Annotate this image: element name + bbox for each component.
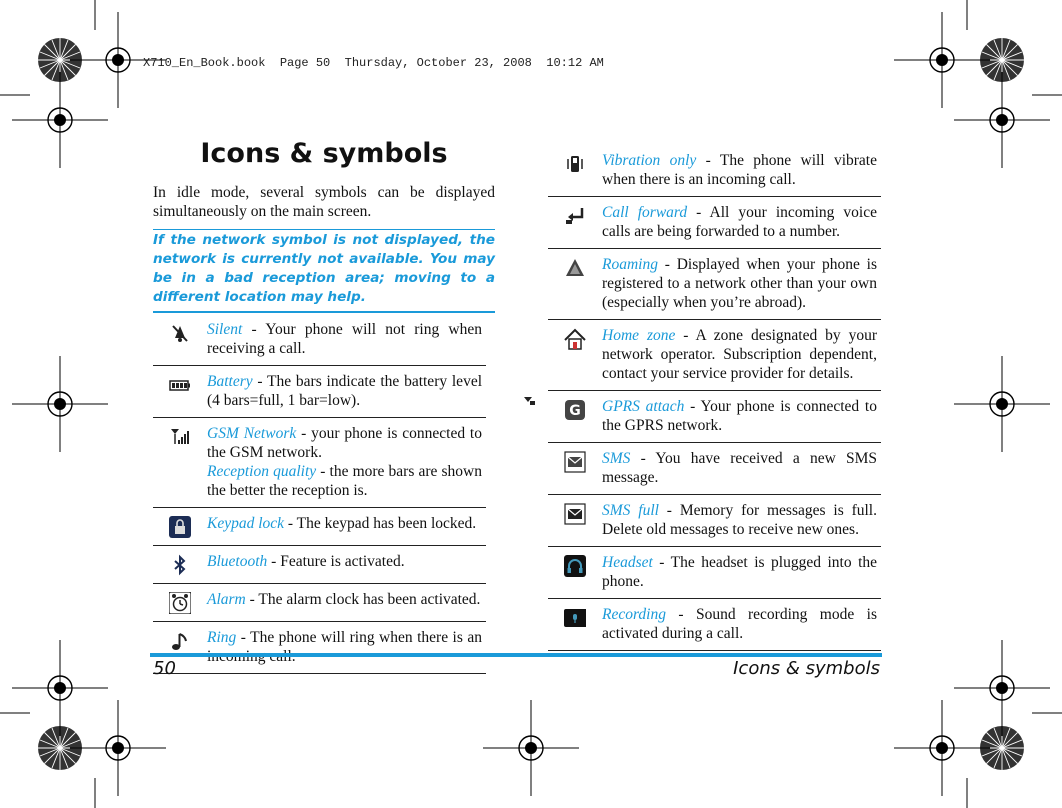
item-text: - The keypad has been locked. [284, 515, 477, 532]
item-text: - The alarm clock has been activated. [245, 591, 481, 608]
item-text: - All your incoming voice calls are being forwarded to a number. [602, 204, 878, 240]
list-item [548, 197, 881, 249]
item-term: Keypad lock [207, 515, 285, 532]
item-term: Silent [207, 321, 243, 338]
item-text: - The headset is plugged into the phone. [602, 554, 877, 590]
list-item [153, 314, 486, 366]
item-term: Call forward [602, 204, 688, 221]
crosshair-mark-icon [894, 12, 990, 108]
item-term: Headset [602, 554, 653, 571]
note-callout: If the network symbol is not displayed, the network is currently not available. You may be in a bad reception area; moving to a different location may help. [153, 229, 495, 313]
item-term: SMS [602, 450, 631, 467]
call-forward-icon [564, 205, 586, 227]
ring-note-icon [169, 630, 191, 652]
list-item [548, 249, 881, 320]
recording-icon [564, 607, 586, 629]
roaming-icon [564, 257, 586, 279]
intro-paragraph: In idle mode, several symbols can be displayed simultaneously on the main screen. [153, 184, 495, 220]
crosshair-mark-icon [12, 72, 108, 168]
list-item [548, 145, 881, 197]
list-item [548, 443, 881, 495]
vibration-icon [564, 153, 586, 175]
crosshair-mark-icon [70, 700, 166, 796]
sms-full-icon [564, 503, 586, 525]
item-term: Vibration only [602, 152, 697, 169]
crosshair-mark-icon [954, 356, 1050, 452]
item-text: - Feature is activated. [267, 553, 405, 570]
gsm-network-icon [169, 426, 191, 448]
item-term: Reception quality [207, 463, 317, 480]
item-term: Home zone [602, 327, 676, 344]
silent-icon [169, 322, 191, 344]
svg-text:G: G [569, 403, 581, 419]
list-item [153, 584, 486, 622]
gprs-attach-icon [564, 399, 586, 421]
bluetooth-icon [169, 554, 191, 576]
list-item [548, 495, 881, 547]
list-item [153, 366, 486, 418]
item-term: Recording [602, 606, 666, 623]
item-text: - your phone is connected to the GSM network. [207, 425, 482, 461]
footer-rule [150, 653, 882, 657]
item-term: SMS full [602, 502, 659, 519]
page-number: 50 [153, 658, 176, 679]
list-item [153, 546, 486, 584]
battery-icon [169, 374, 191, 396]
crosshair-mark-icon [12, 356, 108, 452]
right-icon-list [548, 145, 881, 651]
item-text: - The bars indicate the battery level (4 bars=full, 1 bar=low). [207, 373, 482, 409]
list-item [153, 418, 486, 508]
crosshair-mark-icon [12, 640, 108, 736]
item-text: - You have received a new SMS message. [602, 450, 877, 486]
page-title: Icons & symbols [200, 138, 448, 169]
sms-envelope-icon [564, 451, 586, 473]
item-text: - The phone will ring when there is an [240, 629, 482, 646]
item-text: - Your phone will not ring when receiving a call. [207, 321, 482, 357]
item-text: - Displayed when your phone is registered to a network other than your own (especially when you’re abroad). [602, 256, 877, 311]
item-text: - The phone will vibrate when there is an incoming call. [602, 152, 877, 188]
crosshair-mark-icon [954, 72, 1050, 168]
crosshair-mark-icon [954, 640, 1050, 736]
small-network-glyph-icon [524, 397, 535, 405]
list-item [548, 391, 881, 443]
left-icon-list [153, 314, 486, 674]
print-header: X710_En_Book.book Page 50 Thursday, October 23, 2008 10:12 AM [143, 56, 604, 70]
item-term: Battery [207, 373, 253, 390]
list-item [548, 547, 881, 599]
headset-icon [564, 555, 586, 577]
list-item [153, 622, 486, 674]
alarm-clock-icon [169, 592, 191, 614]
crosshair-mark-icon [894, 700, 990, 796]
item-term: Ring [207, 629, 237, 646]
item-term: Roaming [602, 256, 658, 273]
footer-section-title: Icons & symbols [733, 658, 880, 679]
item-term: Alarm [207, 591, 246, 608]
item-text: - A zone designated by your network operator. Subscription dependent, contact your service provider for details. [602, 327, 877, 382]
list-item [153, 508, 486, 546]
keypad-lock-icon [169, 516, 191, 538]
item-text: - Sound recording mode is activated during a call. [602, 606, 877, 642]
item-text: - the more bars are shown the better the reception is. [207, 463, 482, 499]
item-text: - Memory for messages is full. Delete old messages to receive new ones. [602, 502, 877, 538]
item-term: Bluetooth [207, 553, 268, 570]
crosshair-mark-icon [483, 700, 579, 796]
item-term: GSM Network [207, 425, 297, 442]
list-item [548, 320, 881, 391]
home-zone-icon [564, 328, 586, 350]
item-term: GPRS attach [602, 398, 685, 415]
item-text: - Your phone is connected to the GPRS network. [602, 398, 877, 434]
list-item [548, 599, 881, 651]
